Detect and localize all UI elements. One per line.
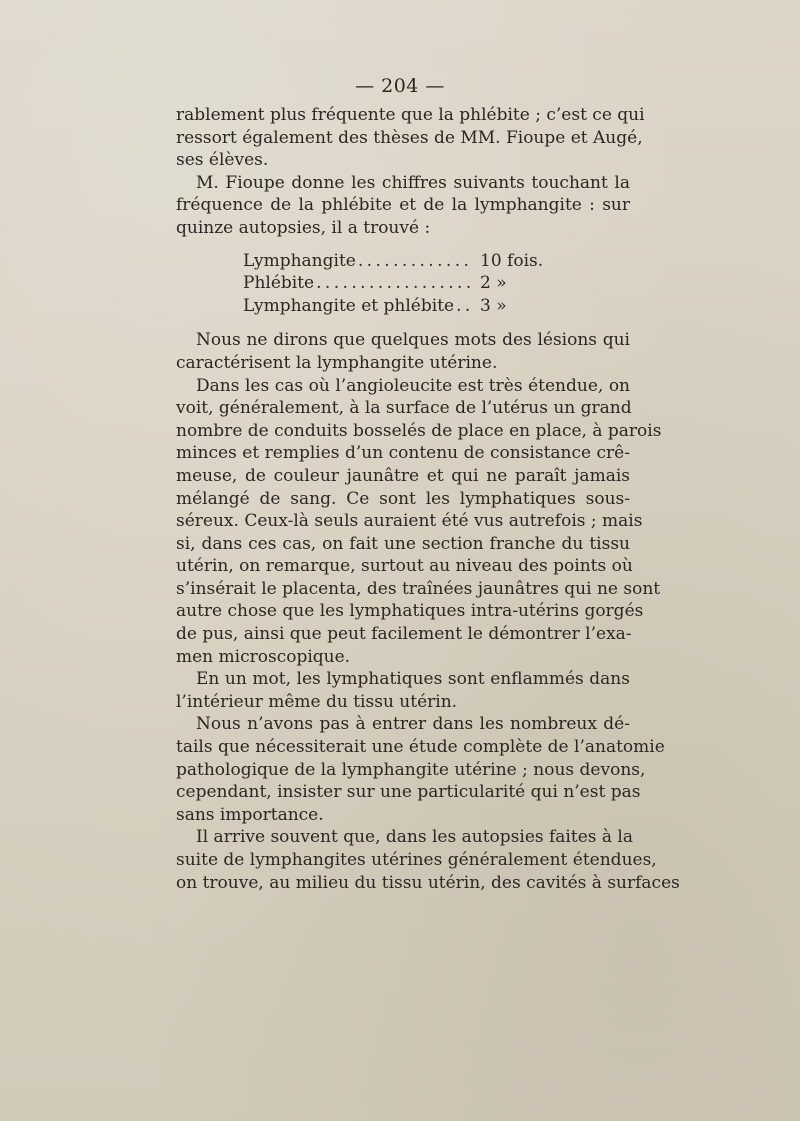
paragraph: [176, 329, 630, 374]
paragraph: [176, 668, 630, 713]
paragraph: [176, 104, 645, 172]
text-line: on trouve, au milieu du tissu utérin, des cavités à surfaces: [176, 872, 680, 893]
text-line: caractérisent la lymphangite utérine.: [176, 352, 498, 373]
stats-label: Lymphangite et phlébite: [243, 295, 455, 316]
text-line: pathologique de la lymphangite utérine ; nous devons,: [176, 759, 646, 780]
page-number: — 204 —: [355, 75, 445, 97]
text-line: Dans les cas où l’angioleucite est très étendue, on: [196, 375, 630, 396]
text-line: M. Fioupe donne les chiffres suivants touchant la: [196, 172, 630, 193]
text-line: de pus, ainsi que peut facilement le démontrer l’exa-: [176, 624, 632, 645]
text-line: utérin, on remarque, surtout au niveau des points où: [176, 556, 633, 577]
text-line: Nous ne dirons que quelques mots des lésions qui: [196, 330, 630, 351]
stats-value: 10 fois.: [480, 250, 544, 271]
text-line: men microscopique.: [176, 646, 351, 667]
text-line: tails que nécessiterait une étude complète de l’anatomie: [176, 737, 665, 758]
text-line: sans importance.: [176, 804, 324, 825]
text-line: ses élèves.: [176, 150, 269, 171]
stats-row: [176, 272, 630, 295]
text-line: séreux. Ceux-là seuls auraient été vus autrefois ; mais: [176, 511, 643, 532]
leader-dots: [358, 250, 474, 273]
text-line: nombre de conduits bosselés de place en place, à parois: [176, 420, 662, 441]
text-line: s’insérait le placenta, des traînées jaunâtres qui ne sont: [176, 578, 661, 599]
text-line: quinze autopsies, il a trouvé :: [176, 217, 431, 238]
text-line: l’intérieur même du tissu utérin.: [176, 691, 458, 712]
leader-dots: [316, 272, 474, 295]
body-text: [176, 104, 680, 894]
paragraph-group-before: [176, 104, 645, 240]
text-line: minces et remplies d’un contenu de consistance crê-: [176, 443, 630, 464]
text-line: cependant, insister sur une particularité qui n’est pas: [176, 782, 641, 803]
text-line: meuse, de couleur jaunâtre et qui ne paraît jamais: [176, 465, 630, 486]
text-line: Nous n’avons pas à entrer dans les nombreux dé-: [196, 714, 630, 735]
text-line: mélangé de sang. Ce sont les lymphatiques sous-: [176, 488, 630, 509]
stats-value: 3 »: [480, 295, 507, 316]
text-line: voit, généralement, à la surface de l’utérus un grand: [176, 398, 632, 419]
autopsy-statistics: [176, 250, 630, 318]
stats-row: [176, 250, 630, 273]
text-line: suite de lymphangites utérines généralement étendues,: [176, 850, 657, 870]
paragraph: [176, 826, 680, 894]
leader-dots: [456, 295, 474, 318]
text-line: si, dans ces cas, on fait une section franche du tissu: [176, 533, 630, 554]
paragraph: [176, 713, 665, 826]
stats-value: 2 »: [480, 273, 507, 294]
paragraph-group-after: [176, 329, 680, 894]
paragraph: [176, 172, 630, 240]
paragraph: [176, 375, 662, 669]
text-line: ressort également des thèses de MM. Fioupe et Augé,: [176, 127, 643, 148]
text-line: En un mot, les lymphatiques sont enflammés dans: [196, 669, 630, 690]
stats-label: Lymphangite: [243, 250, 356, 271]
stats-label: Phlébite: [243, 273, 315, 294]
stats-row: [176, 295, 630, 318]
text-line: rablement plus fréquente que la phlébite ; c’est ce qui: [176, 105, 645, 125]
text-line: Il arrive souvent que, dans les autopsies faites à la: [196, 827, 634, 848]
text-line: autre chose que les lymphatiques intra-utérins gorgés: [176, 601, 644, 622]
text-line: fréquence de la phlébite et de la lymphangite : sur: [176, 195, 630, 216]
